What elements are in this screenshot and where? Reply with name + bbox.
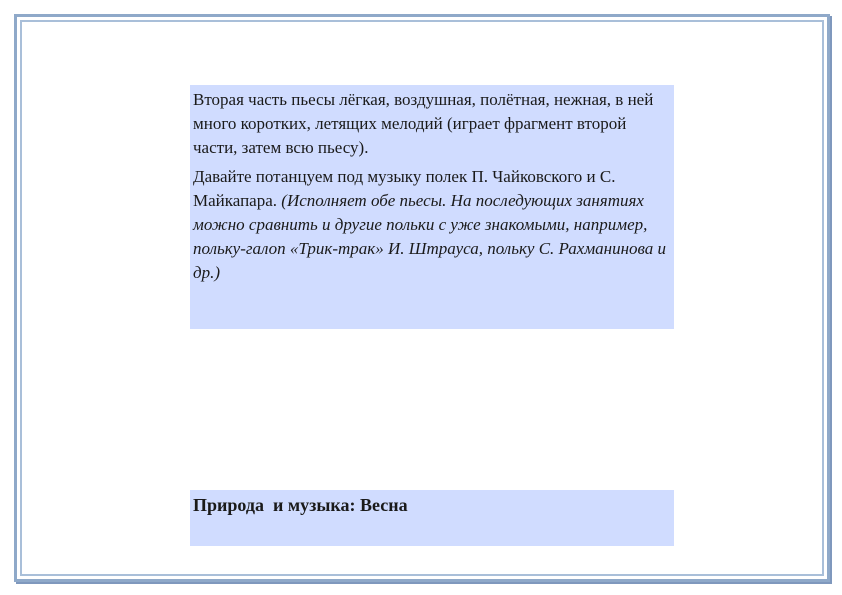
frame-shadow-bottom bbox=[16, 582, 832, 584]
paragraph-instruction bbox=[193, 165, 670, 285]
paragraph-instruction-italic: (Исполняет обе пьесы. На последующих занятиях можно сравнить и другие польки с уже знакомыми, например, польку-галоп «Трик-трак» И. Штрауса, польку С. Рахманинова и др.) bbox=[193, 191, 667, 282]
main-text-box bbox=[190, 85, 674, 329]
section-title-box bbox=[190, 490, 674, 546]
section-title: Природа и музыка: Весна bbox=[193, 495, 408, 515]
paragraph-description: Вторая часть пьесы лёгкая, воздушная, полётная, нежная, в ней много коротких, летящих мелодий (играет фрагмент второй части, затем всю пьесу). bbox=[193, 90, 654, 157]
frame-shadow-right bbox=[830, 16, 832, 584]
paragraph-instruction-regular: Давайте потанцуем под музыку полек П. Чайковского и С. Майкапара. bbox=[193, 167, 616, 210]
